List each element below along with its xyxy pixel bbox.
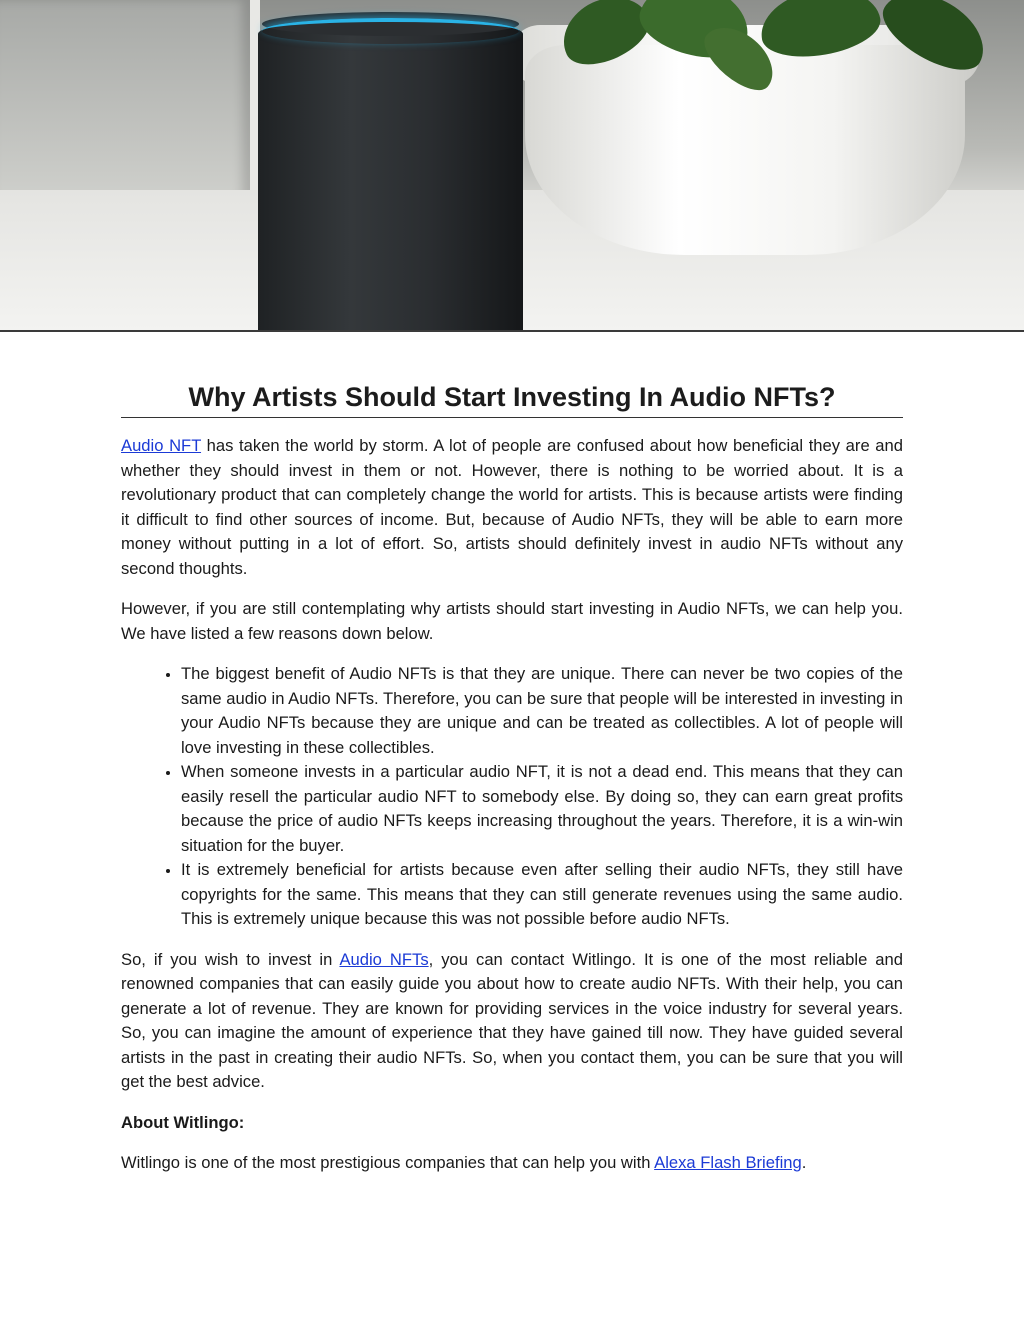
paragraph-3 [121,948,903,1095]
audio-nft-link[interactable]: Audio NFT [121,436,202,455]
paragraph-3-before: So, if you wish to invest in [121,949,340,969]
paragraph-2: However, if you are still contemplating why artists should start investing in Audio NFTs, we can help you. We have listed a few reasons down below. [121,599,903,643]
list-item: • It is extremely beneficial for artists because even after selling their audio NFTs, they still have copyrights for the same. This means that they can still generate revenues using the same audio. This is extremely unique because this was not possible before audio NFTs. [181,858,903,932]
window-background [0,0,260,200]
about-before: Witlingo is one of the most prestigious companies that can help you with [121,1153,655,1172]
about-paragraph [121,1151,903,1176]
hero-image [0,0,1024,332]
list-item: • When someone invests in a particular audio NFT, it is not a dead end. This means that they can easily resell the particular audio NFT to somebody else. By doing so, they can earn great profits because the price of audio NFTs keeps increasing throughout the years. Therefore, it is a win-win situation for the buyer. [181,760,903,858]
speaker-light-ring [262,18,519,44]
paragraph-3-after: , you can contact Witlingo. It is one of the most reliable and renowned companies that can easily guide you about how to create audio NFTs. With their help, you can generate a lot of revenue. They are known for providing services in the voice industry for several years. So, you can imagine the amount of experience that they have gained till now. They have guided several artists in the past in creating their audio NFTs. So, when you contact them, you can be sure that you will get the best advice. [121,949,903,1091]
smart-speaker [258,18,523,330]
article [121,382,903,1176]
list-item: • The biggest benefit of Audio NFTs is that they are unique. There can never be two copies of the same audio in Audio NFTs. Therefore, you can be sure that people will be interested in investing in your Audio NFTs because they are unique and can be treated as collectibles. A lot of people will love investing in these collectibles. [181,662,903,760]
about-heading: About Witlingo: [121,1112,245,1132]
intro-text: has taken the world by storm. A lot of people are confused about how beneficial they are and whether they should invest in them or not. However, there is nothing to be worried about. It is a revolutionary product that can completely change the world for artists. This is because artists were finding it difficult to find other sources of income. But, because of Audio NFTs, they will be able to earn more money without putting in a lot of effort. So, artists should definitely invest in audio NFTs without any second thoughts. [121,436,903,578]
alexa-flash-briefing-link[interactable]: Alexa Flash Briefing [654,1153,802,1172]
audio-nfts-link[interactable]: Audio NFTs [339,949,429,969]
reasons-list [121,662,903,932]
article-title: Why Artists Should Start Investing In Audio NFTs? [121,382,903,418]
about-after: . [801,1153,807,1172]
intro-paragraph [121,434,903,581]
